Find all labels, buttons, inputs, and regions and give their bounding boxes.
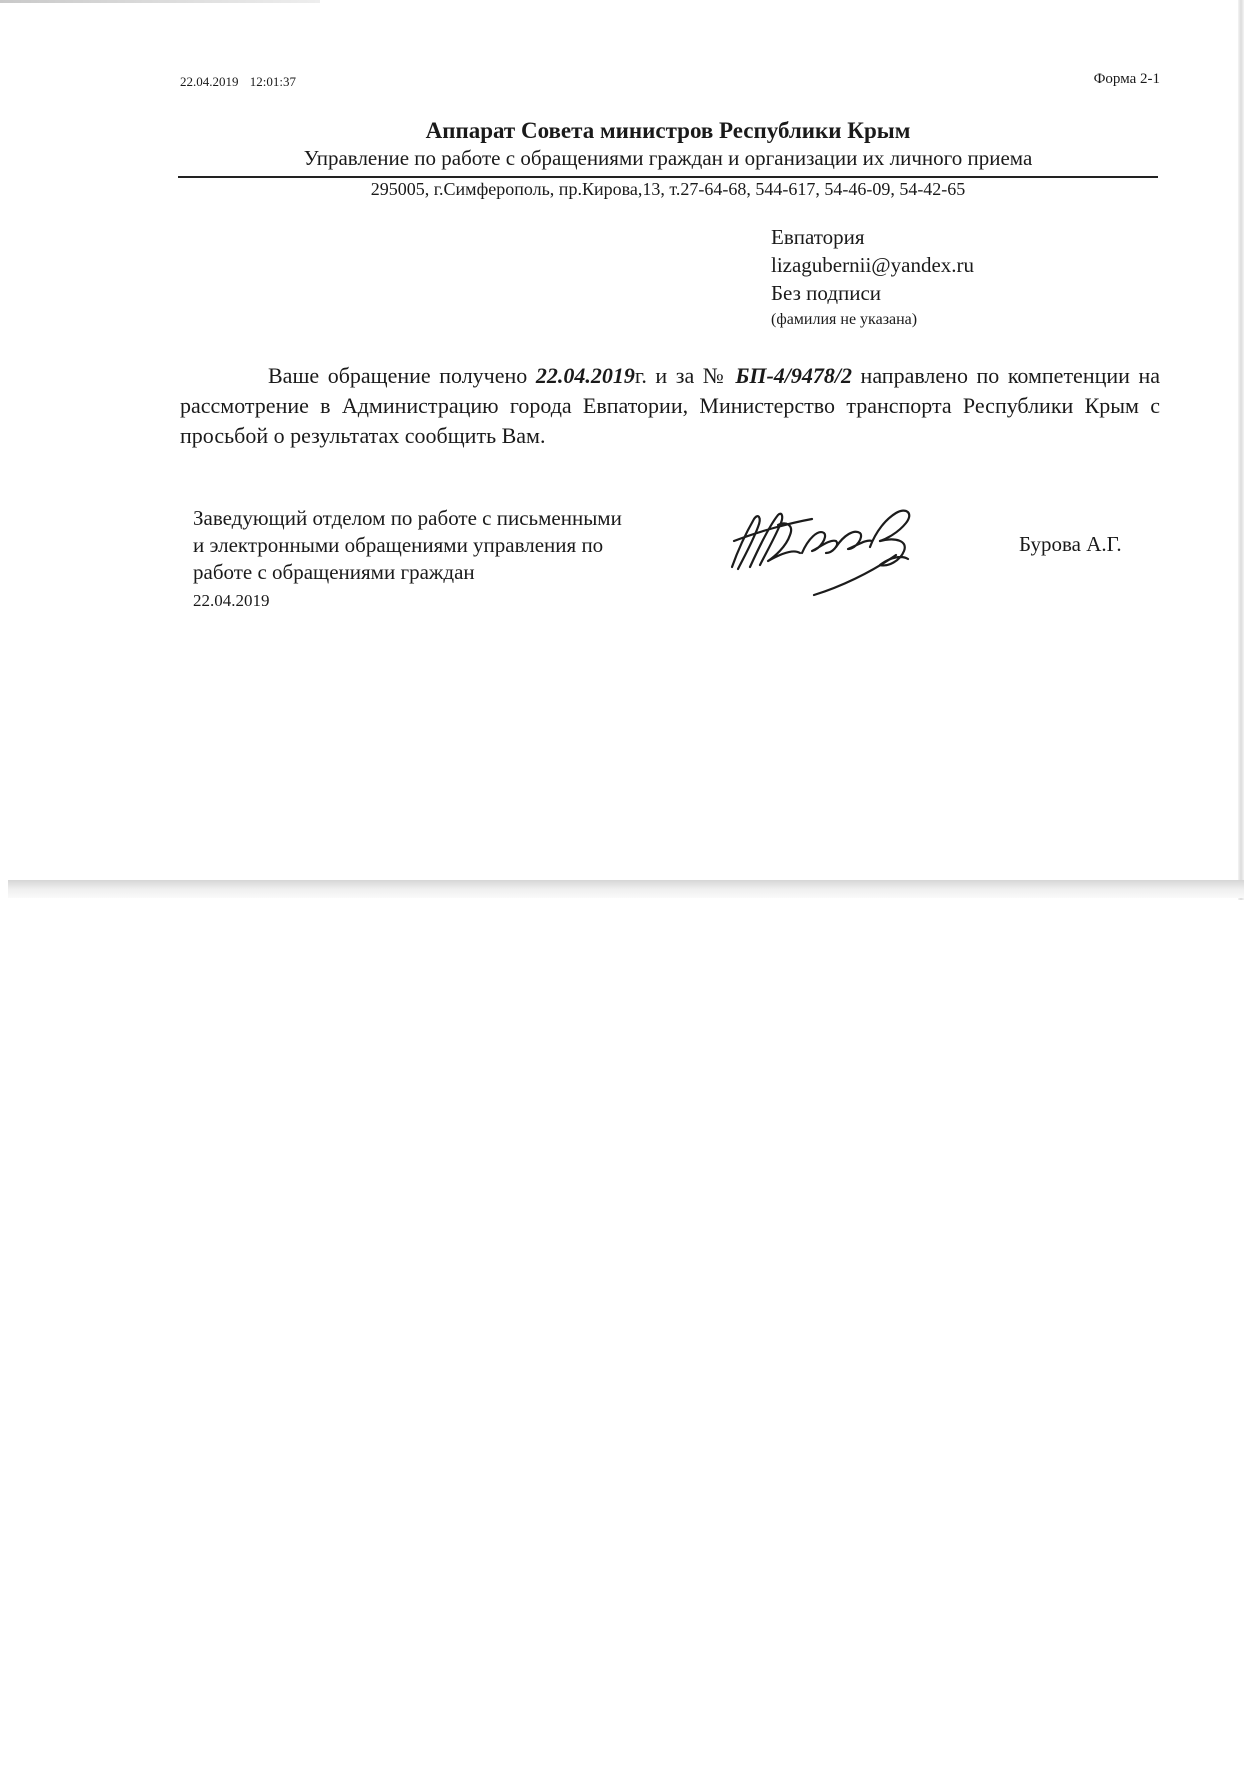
signatory-position-line3: работе с обращениями граждан — [193, 560, 475, 584]
handwritten-signature — [720, 495, 935, 600]
recipient-surname-note: (фамилия не указана) — [771, 311, 918, 328]
received-date: 22.04.2019 — [535, 363, 635, 388]
reference-number: БП-4/9478/2 — [735, 363, 852, 388]
signatory-name: Бурова А.Г. — [1019, 532, 1122, 556]
body-text-part2: г. и за № — [634, 363, 736, 388]
body-text-part3: направлено по компетенции на рассмотрение в Администрацию города Евпатории, Министерство транспорта Республики Крым с просьбой о результатах сообщить Вам. — [180, 363, 1160, 448]
signatory-position-line2: и электронными обращениями управления по — [193, 533, 604, 557]
scan-edge-right — [1238, 0, 1244, 900]
scan-edge-top — [0, 0, 320, 3]
header-timestamp — [180, 74, 296, 90]
recipient-signature-status: Без подписи — [771, 281, 882, 305]
recipient-email: lizagubernii@yandex.ru — [771, 253, 975, 277]
signatory-position-line1: Заведующий отделом по работе с письменными — [193, 506, 622, 530]
signatory-date: 22.04.2019 — [193, 591, 270, 610]
scan-edge-bottom — [8, 880, 1244, 898]
form-number: Форма 2-1 — [1093, 71, 1160, 87]
header-time: 12:01:37 — [249, 74, 296, 89]
letter-body — [180, 361, 1160, 451]
header-date: 22.04.2019 — [180, 74, 239, 89]
recipient-city: Евпатория — [771, 225, 865, 249]
organization-subtitle: Управление по работе с обращениями граждан и организации их личного приема — [303, 146, 1033, 170]
organization-address: 295005, г.Симферополь, пр.Кирова,13, т.27-64-68, 544-617, 54-46-09, 54-42-65 — [370, 179, 966, 199]
organization-title: Аппарат Совета министров Республики Крым — [425, 118, 911, 143]
signatory-position — [193, 505, 733, 586]
body-text-part1: Ваше обращение получено — [268, 363, 536, 388]
recipient-block — [771, 223, 974, 333]
header-divider — [178, 176, 1158, 178]
